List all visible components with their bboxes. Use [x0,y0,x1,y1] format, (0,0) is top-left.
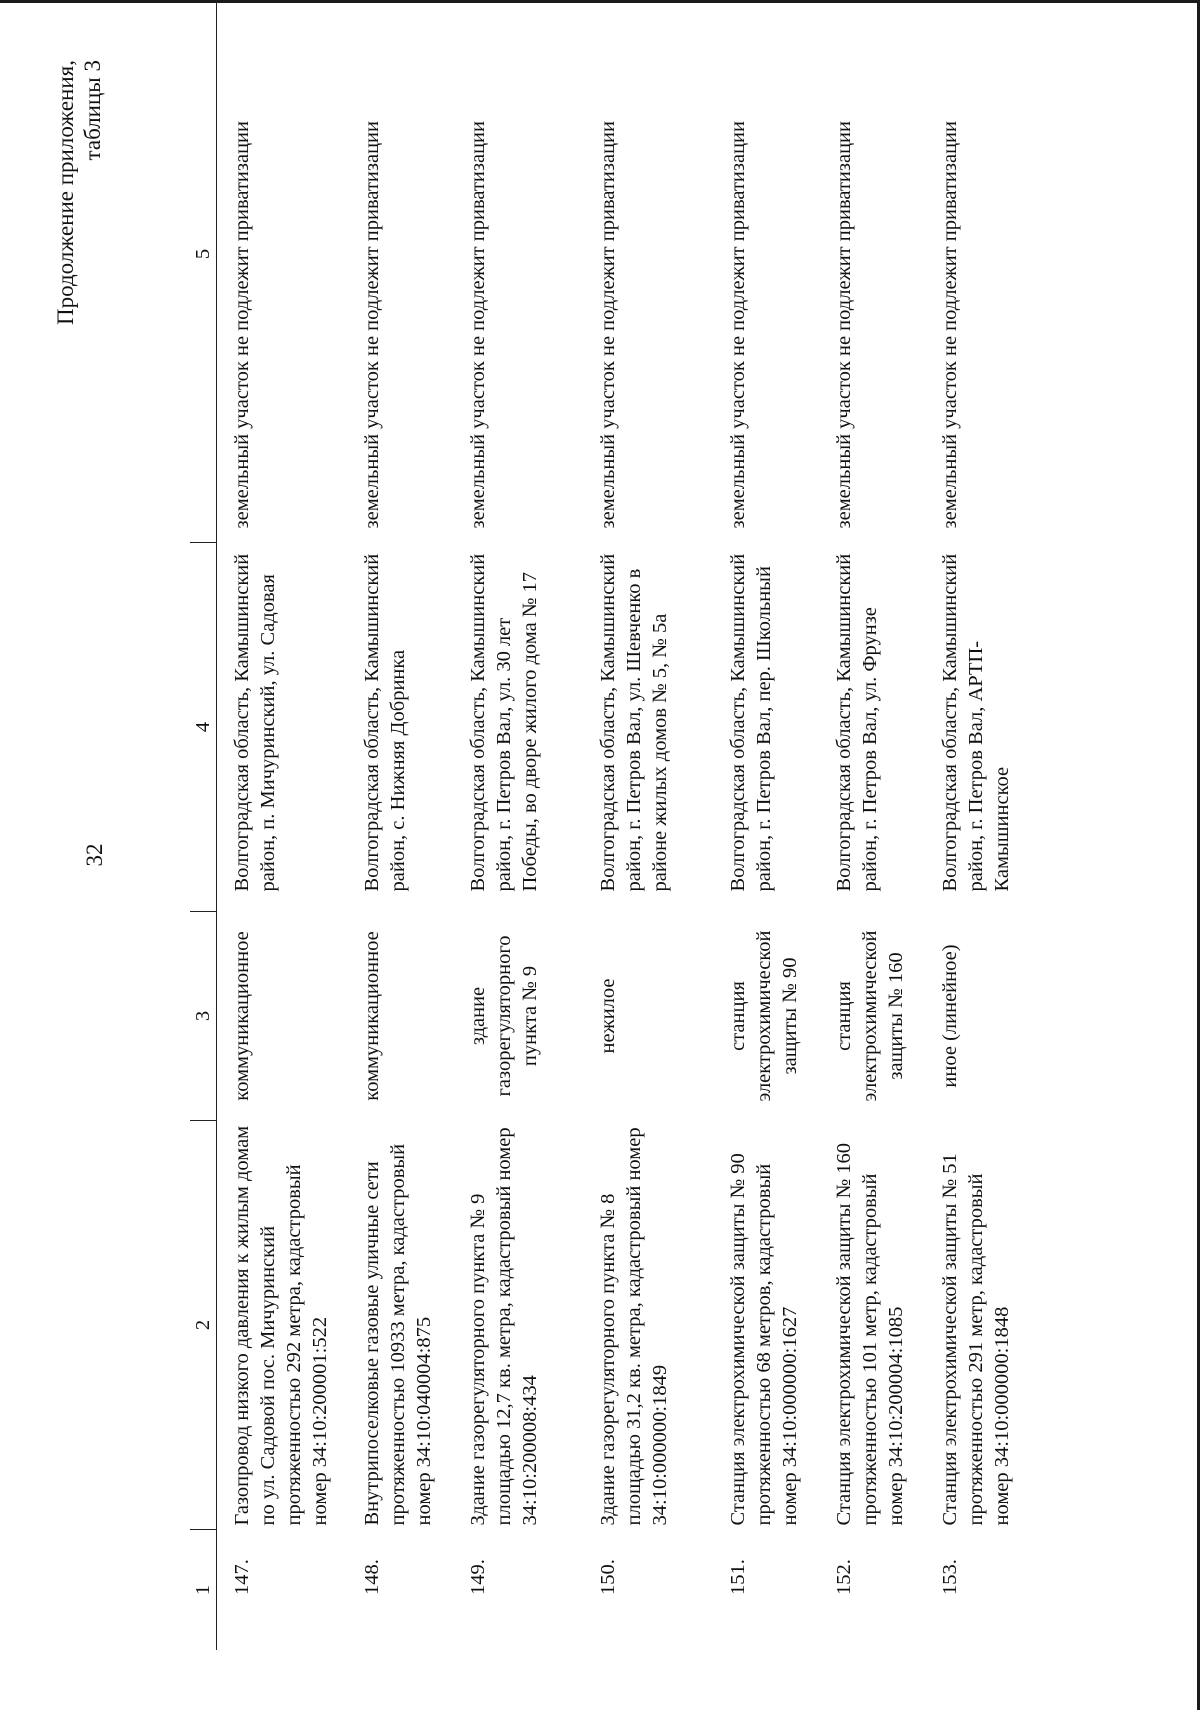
row-type: коммуникационное [231,931,253,1101]
table-header [190,0,217,1650]
table-row [217,0,347,1650]
header-col-4: 4 [190,543,217,912]
row-description: Газопровод низкого давления к жилым домам по ул. Садовой пос. Мичуринский протяженностью 292 метра, кадастровый номер 34:10:200001:522 [231,1125,331,1526]
row-number: 149. [466,1559,489,1595]
row-address: Волгоградская область, Камышинский район, г. Петров Вал, ул. Фрунзе [832,553,881,892]
row-type: иное (линейное) [938,944,961,1088]
row-address: Волгоградская область, Камышинский район, г. Петров Вал, пер. Школьный [726,553,775,892]
table-row [713,0,819,1650]
header-col-1: 1 [190,1530,217,1651]
header-col-3: 3 [190,912,217,1121]
row-status: земельный участок не подлежит приватизации [360,121,383,529]
row-description: Станция электрохимической защиты № 51 протяженностью 291 метр, кадастровый номер 34:10:000000:1848 [938,1153,1013,1526]
table-row [819,0,925,1650]
header-col-2: 2 [190,1121,217,1530]
table-row [453,0,583,1650]
row-description: Внутрипоселковые газовые уличные сети протяженностью 10933 метра, кадастровый номер 34:10:040004:875 [360,1143,435,1526]
header-col-5: 5 [190,0,217,543]
row-type: станция электрохимической защиты № 160 [832,930,907,1102]
continuation-line-1: Продолжение приложения, [53,60,78,325]
row-status: земельный участок не подлежит приватизации [832,121,855,529]
row-number: 153. [938,1559,961,1595]
row-number: 148. [360,1559,383,1595]
row-description: Здание газорегуляторного пункта № 8 площадью 31,2 кв. метра, кадастровый номер 34:10:000000:1849 [596,1127,671,1526]
row-type: нежилое [596,978,619,1054]
row-type: станция электрохимической защиты № 90 [726,930,801,1102]
row-status: земельный участок не подлежит приватизации [466,121,489,529]
continuation-line-2: таблицы 3 [80,60,105,161]
continuation-label [52,60,106,350]
row-number: 147. [231,1559,253,1595]
row-number: 152. [832,1559,855,1595]
header-row [190,0,217,1650]
row-description: Станция электрохимической защиты № 160 протяженностью 101 метр, кадастровый номер 34:10:200004:1085 [832,1142,907,1526]
table-row [583,0,713,1650]
table-row [925,0,1031,1650]
row-type: здание газорегуляторного пункта № 9 [466,935,541,1097]
table-row [347,0,453,1650]
row-status: земельный участок не подлежит приватизации [726,121,749,529]
row-status: земельный участок не подлежит приватизации [231,121,253,529]
row-type: коммуникационное [360,931,383,1101]
row-description: Здание газорегуляторного пункта № 9 площадью 12,7 кв. метра, кадастровый номер 34:10:200008:434 [466,1127,541,1526]
property-table [190,0,1031,1650]
row-address: Волгоградская область, Камышинский район, г. Петров Вал, ул. Шевченко в районе жилых домов № 5, № 5а [596,553,671,892]
row-status: земельный участок не подлежит приватизации [596,121,619,529]
row-status: земельный участок не подлежит приватизации [938,121,961,529]
row-address: Волгоградская область, Камышинский район, п. Мичуринский, ул. Садовая [231,553,279,892]
row-number: 150. [596,1559,619,1595]
table-body [217,0,1031,1650]
row-address: Волгоградская область, Камышинский район, г. Петров Вал, ул. 30 лет Победы, во дворе жилого дома № 17 [466,553,541,892]
page-number: 32 [82,843,107,867]
row-number: 151. [726,1559,749,1595]
row-description: Станция электрохимической защиты № 90 протяженностью 68 метров, кадастровый номер 34:10:000000:1627 [726,1153,801,1526]
row-address: Волгоградская область, Камышинский район, г. Петров Вал, АРТП-Камышинское [938,553,1013,892]
row-address: Волгоградская область, Камышинский район, с. Нижняя Добринка [360,553,409,892]
